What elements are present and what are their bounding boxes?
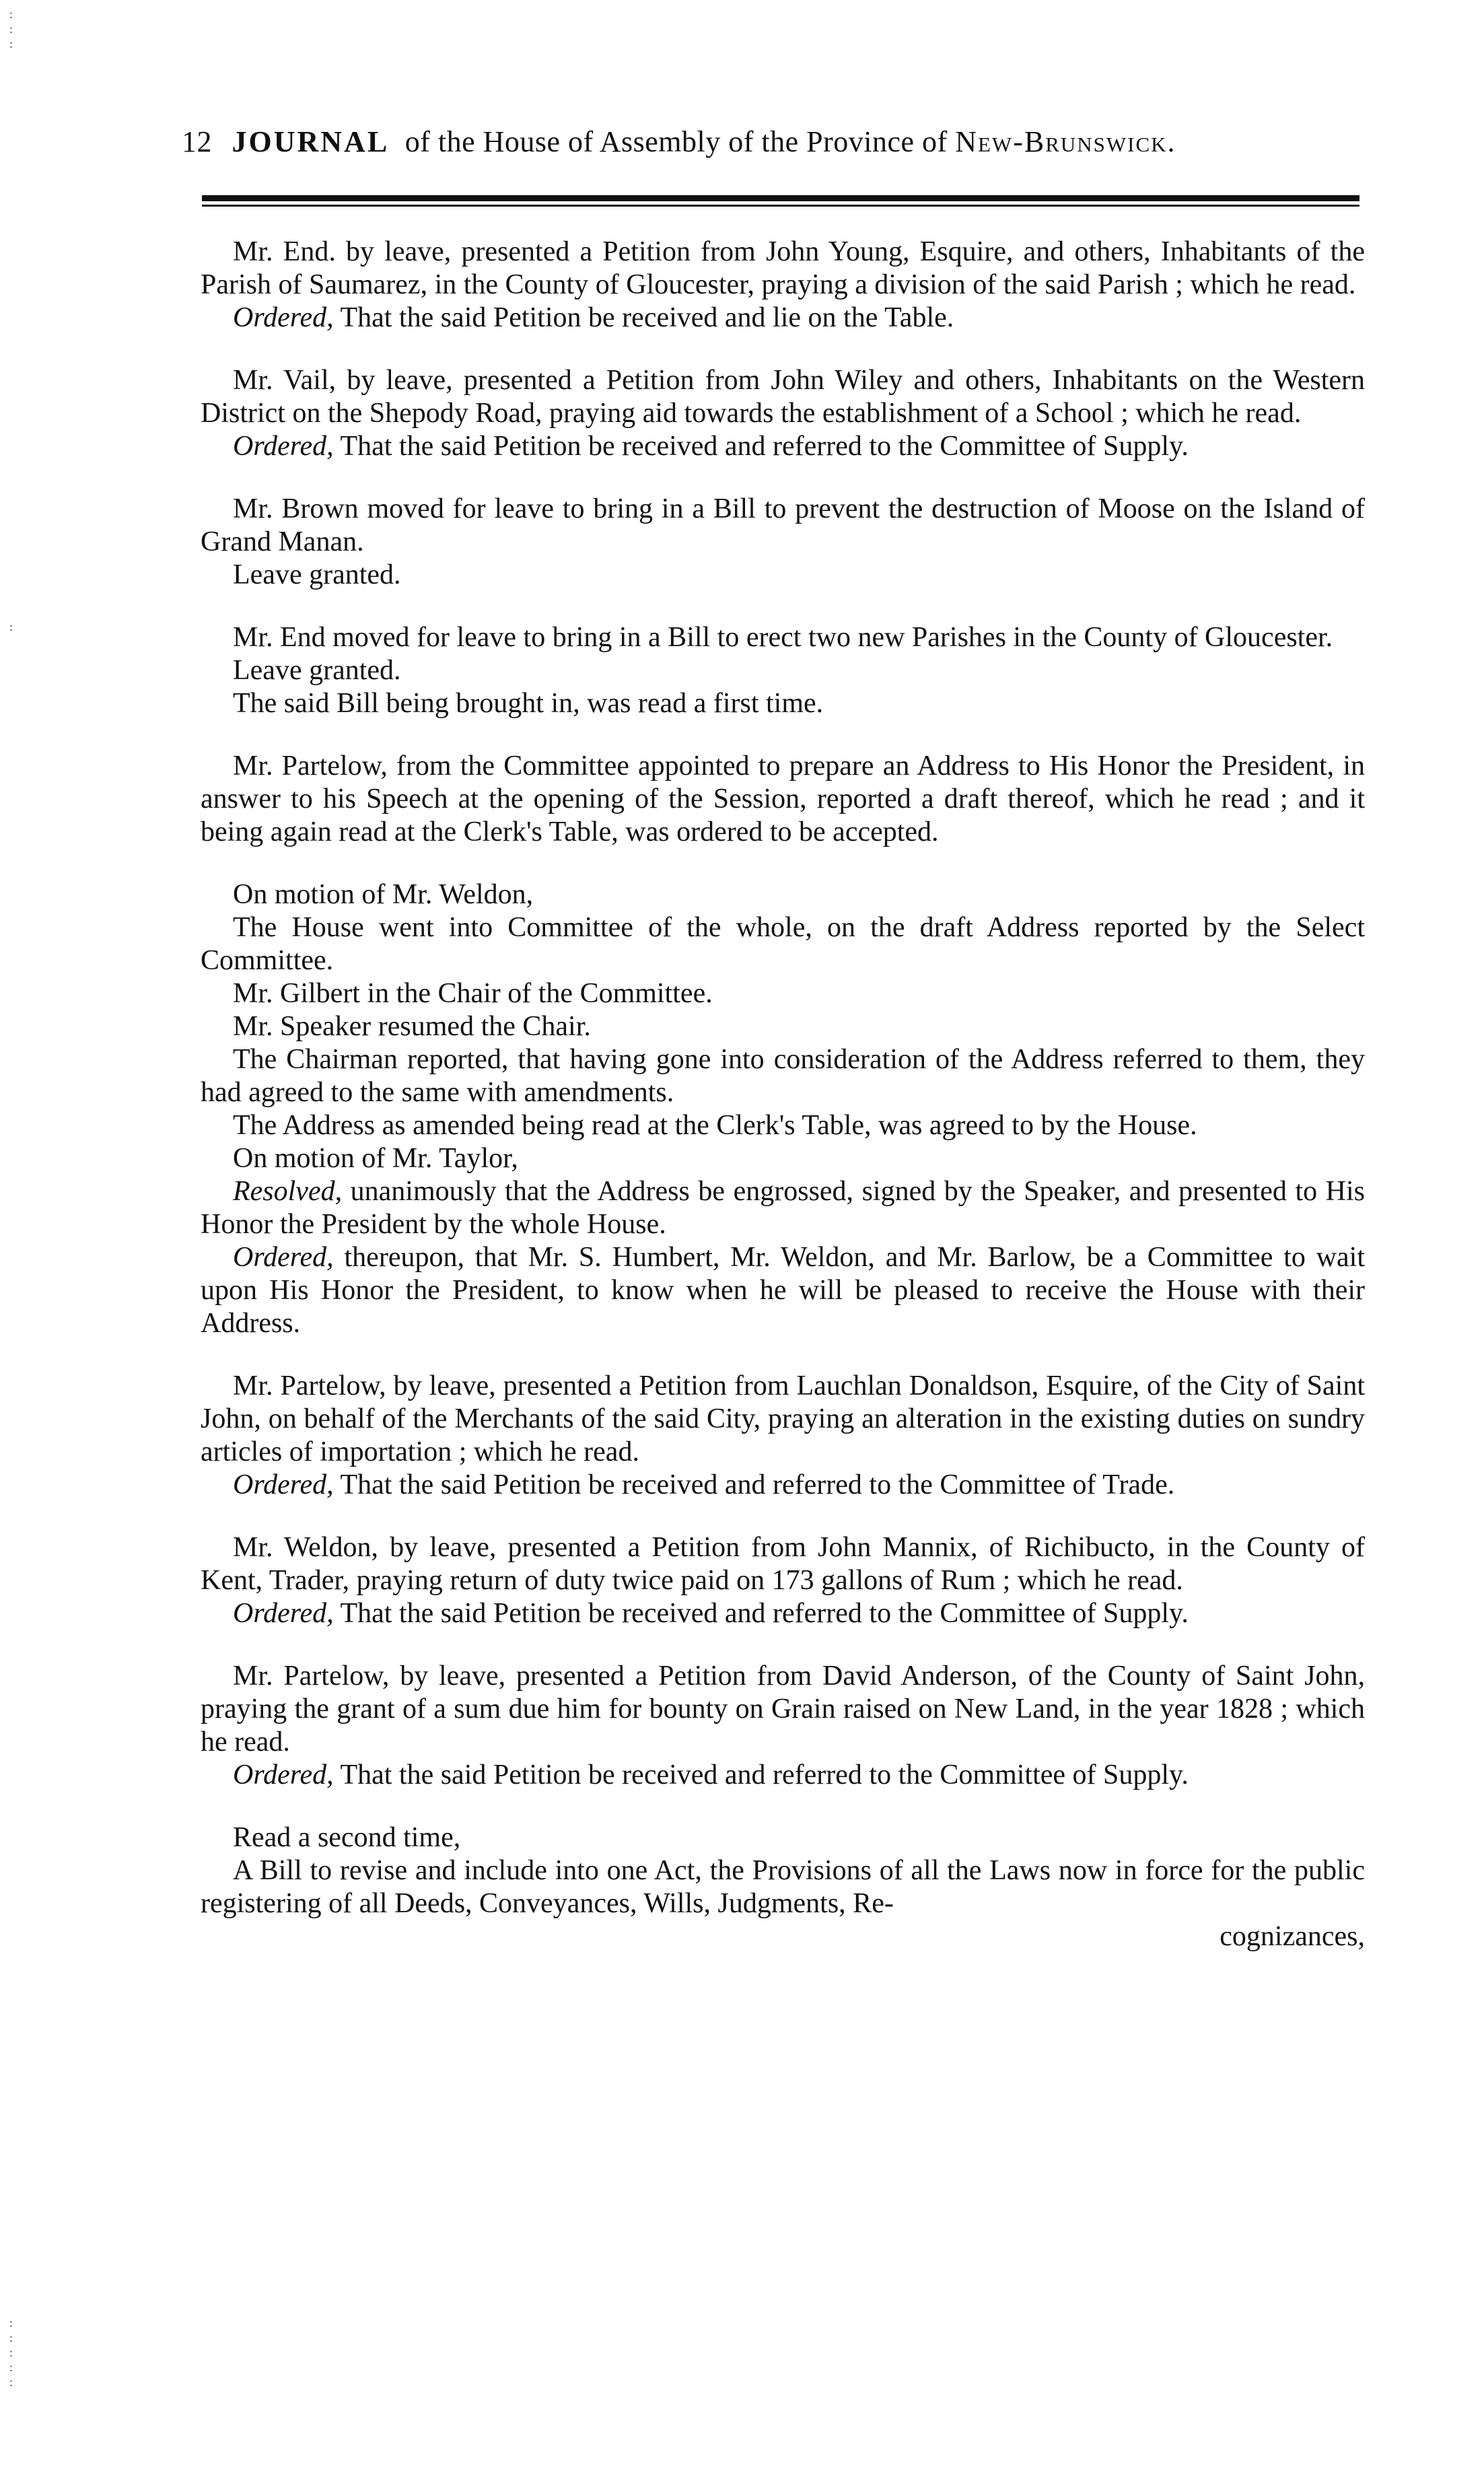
motion-weldon: On motion of Mr. Weldon, [233,879,534,910]
header-journal: JOURNAL [232,125,390,158]
spacer [201,849,1365,878]
journal-body [201,236,1365,1953]
header-rule-thick [202,195,1359,201]
first-reading: The said Bill being brought in, was read a first time. [233,688,824,719]
address-agreed: The Address as amended being read at the Clerk's Table, was agreed to by the House. [233,1110,1197,1141]
running-header [182,123,1366,161]
spacer [201,335,1365,364]
spacer [201,1792,1365,1821]
margin-speck: : : : : : [9,2316,13,2389]
speaker-resumed: Mr. Speaker resumed the Chair. [233,1011,591,1042]
order-text: That the said Petition be received and referred to the Committee of Supply. [340,1759,1189,1790]
motion-taylor: On motion of Mr. Taylor, [233,1143,518,1174]
order-label: Ordered, [233,431,334,462]
entry-address-report: Mr. Partelow, from the Committee appointed to prepare an Address to His Honor the President, in answer to his Speech at the opening of the Session, reported a draft thereof, which he read ; and it being again read at the Clerk's Table, was ordered to be accepted. [201,751,1365,847]
order-label: Ordered, [233,1598,334,1629]
header-rule-thin [202,205,1359,207]
resolved-line [201,1175,1365,1241]
order-line [201,430,1365,463]
spacer [201,463,1365,493]
spacer [201,720,1365,750]
order-label: Ordered, [233,1242,334,1273]
spacer [201,592,1365,621]
bill-registering: A Bill to revise and include into one Act, the Provisions of all the Laws now in force for the public registering of all Deeds, Conveyances, Wills, Judgments, Re- [201,1855,1365,1919]
margin-speck: : : : [9,7,13,50]
resolved-text: unanimously that the Address be engrossed, signed by the Speaker, and presented to His Honor the President by the whole House. [201,1176,1365,1240]
order-label: Ordered, [233,1759,334,1790]
read-second-time: Read a second time, [233,1822,461,1853]
order-label: Ordered, [233,1469,334,1500]
leave-granted: Leave granted. [233,559,401,590]
spacer [201,1502,1365,1531]
header-title: of the House of Assembly of the Province of [404,125,948,158]
order-line [201,1597,1365,1630]
order-text: That the said Petition be received and referred to the Committee of Trade. [340,1469,1175,1500]
order-text: That the said Petition be received and referred to the Committee of Supply. [340,1598,1189,1629]
entry-petition-mannix: Mr. Weldon, by leave, presented a Petition from John Mannix, of Richibucto, in the County of Kent, Trader, praying return of duty twice paid on 173 gallons of Rum ; which he read. [201,1532,1365,1596]
chairman-report: The Chairman reported, that having gone into consideration of the Address referred to them, they had agreed to the same with amendments. [201,1044,1365,1108]
order-line [201,1759,1365,1792]
resolved-label: Resolved, [233,1176,343,1207]
spacer [201,1630,1365,1660]
order-text: That the said Petition be received and lie on the Table. [340,302,954,333]
house-committee: The House went into Committee of the whole, on the draft Address reported by the Select Committee. [201,912,1365,976]
entry-petition-wiley: Mr. Vail, by leave, presented a Petition from John Wiley and others, Inhabitants on the Western District on the Shepody Road, praying aid towards the establishment of a School ; which he read. [201,365,1365,429]
leave-granted: Leave granted. [233,655,401,686]
margin-speck: : [9,620,13,633]
ordered-committee [201,1241,1365,1340]
catchword: cognizances, [1220,1921,1365,1952]
entry-bill-parishes: Mr. End moved for leave to bring in a Bill to erect two new Parishes in the County of Gloucester. [233,622,1333,653]
order-label: Ordered, [233,302,334,333]
order-line [201,302,1365,335]
entry-petition-young: Mr. End. by leave, presented a Petition from John Young, Esquire, and others, Inhabitants of the Parish of Saumarez, in the County of Gloucester, praying a division of the said Parish ; which he read. [201,236,1365,300]
order-text: That the said Petition be received and referred to the Committee of Supply. [340,431,1189,462]
gilbert-chair: Mr. Gilbert in the Chair of the Committee. [233,978,713,1009]
order-line [201,1469,1365,1502]
spacer [201,1340,1365,1370]
entry-bill-moose: Mr. Brown moved for leave to bring in a Bill to prevent the destruction of Moose on the Island of Grand Manan. [201,493,1365,557]
entry-petition-donaldson: Mr. Partelow, by leave, presented a Petition from Lauchlan Donaldson, Esquire, of the City of Saint John, on behalf of the Merchants of the said City, praying an alteration in the existing duties on sundry articles of importation ; which he read. [201,1370,1365,1467]
page-number: 12 [182,125,212,158]
order-text: thereupon, that Mr. S. Humbert, Mr. Weldon, and Mr. Barlow, be a Committee to wait upon His Honor the President, to know when he will be pleased to receive the House with their Address. [201,1242,1365,1339]
header-province: New-Brunswick. [955,125,1176,158]
entry-petition-anderson: Mr. Partelow, by leave, presented a Petition from David Anderson, of the County of Saint John, praying the grant of a sum due him for bounty on Grain raised on New Land, in the year 1828 ; which he read. [201,1661,1365,1757]
